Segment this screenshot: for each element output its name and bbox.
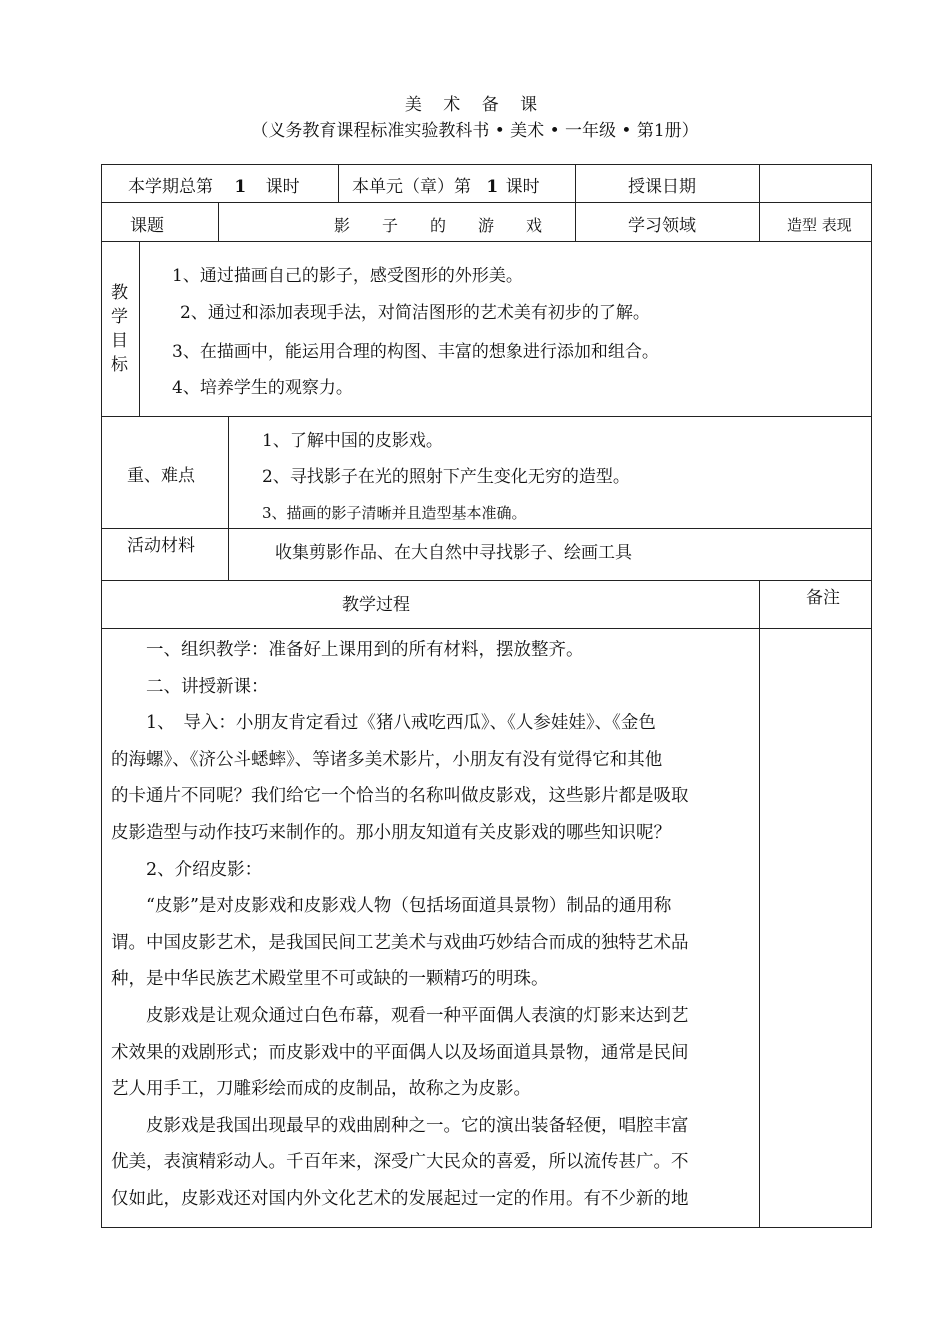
- term-suffix: 课时: [265, 177, 300, 197]
- table-rule: [101, 241, 872, 242]
- objective-item: 1、通过描画自己的影子，感受图形的外形美。: [172, 266, 523, 286]
- page-title: 美 术 备 课: [404, 95, 546, 115]
- page-subtitle: （义务教育课程标准实验教科书 • 美术 • 一年级 • 第1册）: [251, 121, 699, 141]
- process-line: 仅如此，皮影戏还对国内外文化艺术的发展起过一定的作用。有不少新的地: [111, 1188, 689, 1209]
- process-line: 皮影戏是我国出现最早的戏曲剧种之一。它的演出装备轻便，唱腔丰富: [111, 1115, 689, 1136]
- process-line: 艺人用手工，刀雕彩绘而成的皮制品，故称之为皮影。: [111, 1079, 531, 1100]
- table-rule: [101, 580, 872, 581]
- date-label: 授课日期: [628, 177, 696, 197]
- objective-item: 2、通过和添加表现手法，对简洁图形的艺术美有初步的了解。: [180, 303, 650, 323]
- table-rule: [101, 202, 872, 203]
- unit-number: 1: [486, 177, 499, 197]
- unit-suffix: 课时: [505, 177, 540, 197]
- table-rule: [139, 241, 140, 416]
- process-line: 术效果的戏剧形式；而皮影戏中的平面偶人以及场面道具景物，通常是民间: [111, 1042, 689, 1063]
- process-line: 的海螺》、《济公斗蟋蟀》、等诸多美术影片，小朋友有没有觉得它和其他: [111, 749, 663, 770]
- table-rule: [101, 164, 872, 165]
- process-line: 种，是中华民族艺术殿堂里不可或缺的一颗精巧的明珠。: [111, 969, 549, 990]
- table-rule: [101, 528, 872, 529]
- process-line: “皮影”是对皮影戏和皮影戏人物（包括场面道具景物）制品的通用称: [111, 896, 672, 917]
- objectives-label-char: 学: [111, 307, 128, 327]
- topic-label: 课题: [130, 216, 164, 236]
- key-point-item: 1、了解中国的皮影戏。: [262, 431, 443, 451]
- notes-label: 备注: [806, 588, 840, 608]
- objectives-label-char: 目: [111, 331, 128, 351]
- term-lesson-count: [128, 172, 300, 197]
- table-rule: [218, 202, 219, 241]
- term-prefix: 本学期总第: [128, 177, 213, 197]
- process-label: 教学过程: [342, 595, 410, 615]
- process-line: 谓。中国皮影艺术，是我国民间工艺美术与戏曲巧妙结合而成的独特艺术品: [111, 932, 689, 953]
- process-line: 皮影造型与动作技巧来制作的。那小朋友知道有关皮影戏的哪些知识呢？: [111, 822, 671, 843]
- materials-label: 活动材料: [127, 536, 195, 556]
- table-rule: [575, 164, 576, 241]
- process-line: 1、 导入：小朋友肯定看过《猪八戒吃西瓜》、《人参娃娃》、《金色: [111, 713, 656, 734]
- objective-item: 3、在描画中，能运用合理的构图、丰富的想象进行添加和组合。: [172, 342, 659, 362]
- table-border: [871, 164, 872, 1227]
- key-point-item: 3、描画的影子清晰并且造型基本准确。: [262, 504, 527, 522]
- table-rule: [759, 164, 760, 241]
- table-rule: [759, 580, 760, 1227]
- topic-value: 影 子 的 游 戏: [334, 216, 543, 235]
- key-points-label: 重、难点: [127, 466, 195, 486]
- objectives-label: [111, 281, 128, 377]
- term-number: 1: [234, 177, 247, 197]
- key-point-item: 2、寻找影子在光的照射下产生变化无穷的造型。: [262, 467, 630, 487]
- table-rule: [228, 416, 229, 580]
- process-line: 二、讲授新课：: [111, 676, 269, 697]
- objectives-label-char: 标: [111, 355, 128, 375]
- domain-label: 学习领域: [628, 216, 696, 236]
- process-line: 一、组织教学：准备好上课用到的所有材料，摆放整齐。: [111, 640, 584, 660]
- objectives-label-char: 教: [111, 283, 128, 303]
- process-line: 的卡通片不同呢？我们给它一个恰当的名称叫做皮影戏，这些影片都是吸取: [111, 786, 689, 807]
- unit-lesson-count: [352, 172, 540, 197]
- process-body: [111, 632, 756, 1218]
- objective-item: 4、培养学生的观察力。: [172, 378, 353, 398]
- process-line: 2、介绍皮影：: [111, 859, 263, 880]
- table-rule: [338, 164, 339, 202]
- table-rule: [101, 1227, 872, 1228]
- process-line: 优美，表演精彩动人。千百年来，深受广大民众的喜爱，所以流传甚广。不: [111, 1152, 689, 1173]
- domain-value: 造型 表现: [787, 216, 852, 234]
- materials-value: 收集剪影作品、在大自然中寻找影子、绘画工具: [275, 543, 632, 563]
- table-border: [101, 164, 102, 1227]
- unit-prefix: 本单元（章）第: [352, 177, 471, 197]
- table-rule: [101, 628, 872, 629]
- process-line: 皮影戏是让观众通过白色布幕，观看一种平面偶人表演的灯影来达到艺: [111, 1005, 689, 1026]
- table-rule: [101, 416, 872, 417]
